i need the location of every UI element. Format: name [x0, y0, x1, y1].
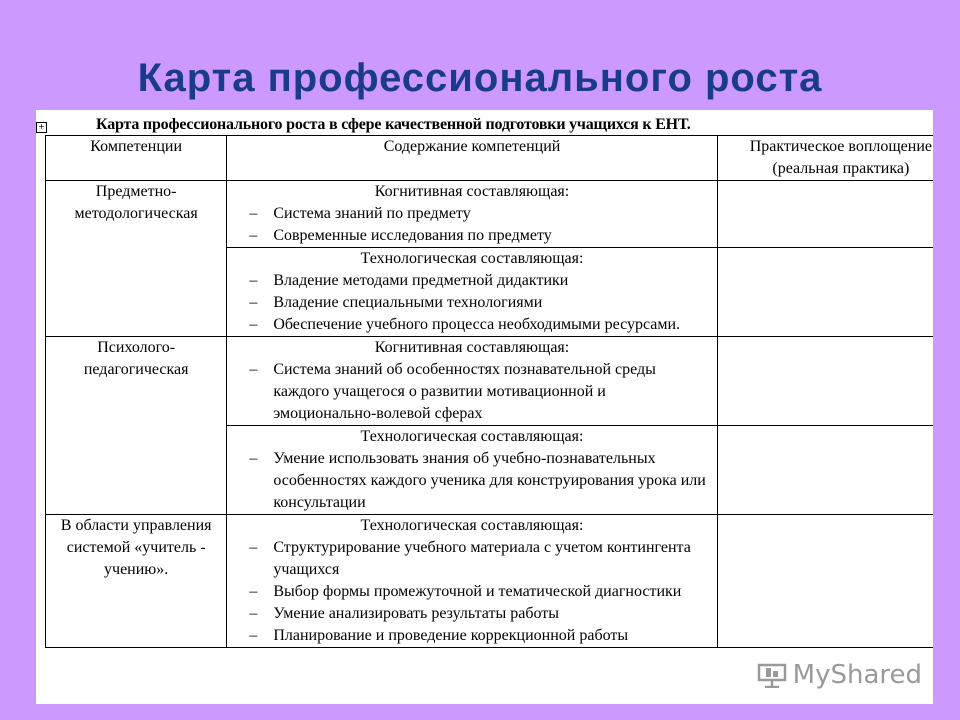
- header-practice: Практическое воплощение (реальная практика): [717, 136, 933, 181]
- slide-title: Карта профессионального роста: [137, 56, 823, 100]
- list-item: – Структурирование учебного материала с учетом контингента учащихся: [249, 539, 691, 578]
- list-item: – Выбор формы промежуточной и тематической диагностики: [249, 583, 682, 600]
- competence-table: [45, 135, 933, 648]
- list-item: – Владение методами предметной дидактики: [249, 272, 569, 289]
- watermark: [757, 660, 922, 690]
- document-image: [36, 110, 933, 704]
- table-row: [46, 337, 934, 426]
- table-row: [46, 181, 934, 248]
- content-cell: [227, 248, 717, 337]
- content-cell: [227, 181, 717, 248]
- content-cell: [227, 426, 717, 515]
- header-content: Содержание компетенций: [227, 136, 717, 181]
- content-cell: [227, 515, 717, 648]
- list-item: – Владение специальными технологиями: [249, 294, 543, 311]
- component-heading: Когнитивная составляющая:: [374, 339, 570, 356]
- presentation-icon: [757, 662, 787, 688]
- header-competence: Компетенции: [46, 136, 227, 181]
- watermark-text: MyShared: [792, 660, 922, 690]
- component-heading: Технологическая составляющая:: [360, 517, 584, 534]
- table-move-handle-icon[interactable]: +: [36, 122, 47, 133]
- list-item: – Планирование и проведение коррекционной работы: [249, 627, 629, 644]
- competence-cell: Предметно-методологическая: [46, 181, 227, 337]
- table-header-row: [46, 136, 934, 181]
- list-item: – Система знаний об особенностях познавательной среды каждого учащегося о развитии мотивационной и эмоционально-волевой сферах: [249, 361, 656, 422]
- list-item: – Умение использовать знания об учебно-познавательных особенностях каждого ученика для конструирования урока или консультации: [249, 450, 706, 511]
- competence-cell: В области управления системой «учитель - учению».: [46, 515, 227, 648]
- component-heading: Технологическая составляющая:: [360, 250, 584, 267]
- competence-cell: Психолого-педагогическая: [46, 337, 227, 515]
- component-heading: Когнитивная составляющая:: [374, 183, 570, 200]
- practice-cell: [717, 515, 933, 648]
- list-item: – Умение анализировать результаты работы: [249, 605, 559, 622]
- list-item: – Система знаний по предмету: [249, 205, 471, 222]
- component-heading: Технологическая составляющая:: [360, 428, 584, 445]
- list-item: – Обеспечение учебного процесса необходимыми ресурсами.: [249, 316, 681, 333]
- table-row: [46, 515, 934, 648]
- table-caption: Карта профессионального роста в сфере качественной подготовки учащихся к ЕНТ.: [96, 116, 691, 133]
- content-cell: [227, 337, 717, 426]
- practice-cell: [717, 337, 933, 426]
- practice-cell: [717, 181, 933, 248]
- practice-cell: [717, 426, 933, 515]
- list-item: – Современные исследования по предмету: [249, 227, 552, 244]
- practice-cell: [717, 248, 933, 337]
